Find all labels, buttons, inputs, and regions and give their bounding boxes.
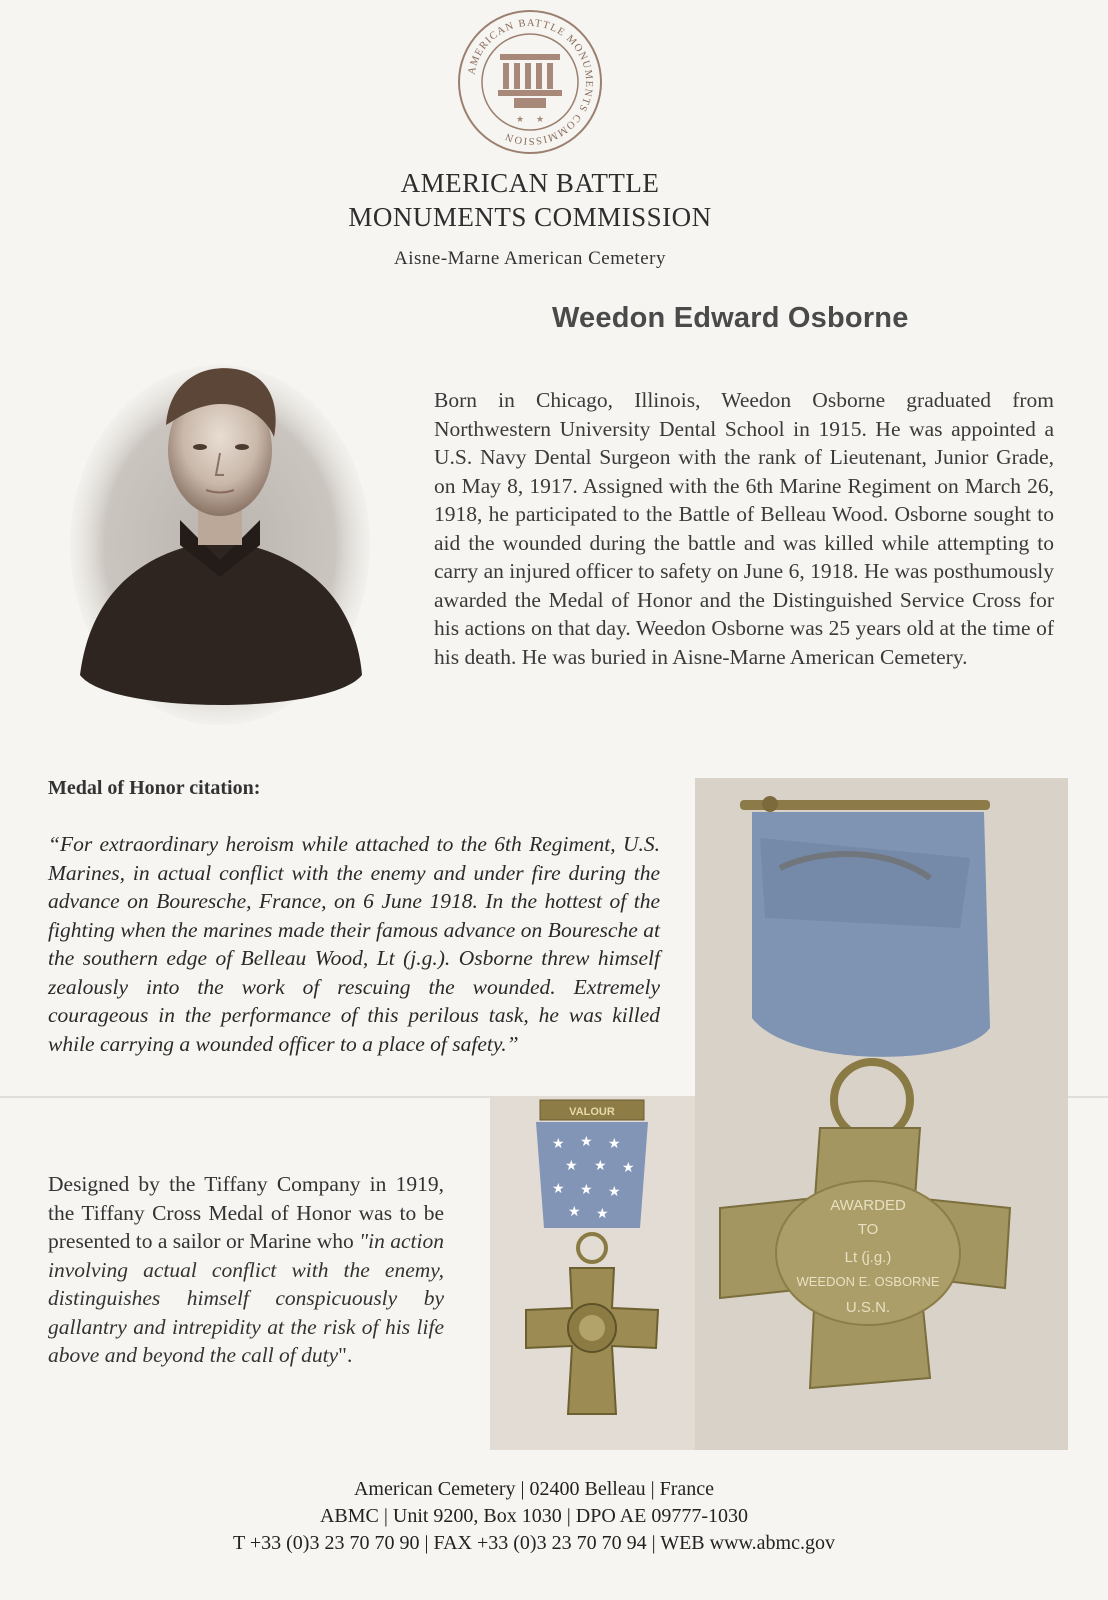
citation-heading: Medal of Honor citation: [48, 777, 261, 799]
organization-name-line-2: MONUMENTS COMMISSION [348, 202, 712, 232]
organization-name-line-1: AMERICAN BATTLE [400, 168, 660, 198]
svg-text:★: ★ [552, 1137, 565, 1152]
citation-text: “For extraordinary heroism while attached to the 6th Regiment, U.S. Marines, in actual conflict with the enemy and under fire during the advance on Bouresche, France, on 6 June 1918. In the hottest of the fighting when the marines made their famous advance on Bouresche at the southern edge of Belleau Wood, Lt (j.g.). Osborne threw himself zealously into the work of rescuing the wounded. Extremely courageous in the performance of this perilous task, he was killed while carrying a wounded officer to a place of safety.” [48, 832, 660, 1056]
engraving-line-5: U.S.N. [845, 1299, 891, 1316]
svg-text:★: ★ [608, 1137, 621, 1152]
tiffany-description [48, 1170, 444, 1370]
engraving-line-4: WEEDON E. OSBORNE [796, 1274, 940, 1289]
footer-contact-line: T +33 (0)3 23 70 70 90 | FAX +33 (0)3 23 70 70 94 | WEB www.abmc.gov [232, 1532, 835, 1554]
seal-ring-text: AMERICAN BATTLE MONUMENTS COMMISSION [466, 17, 595, 147]
svg-text:★: ★ [536, 114, 545, 124]
svg-text:★: ★ [596, 1207, 609, 1222]
medal-bar-text: VALOUR [569, 1106, 615, 1118]
svg-text:★: ★ [594, 1159, 607, 1174]
cemetery-name: Aisne-Marne American Cemetery [394, 248, 666, 269]
svg-text:★: ★ [516, 114, 525, 124]
svg-text:★: ★ [608, 1185, 621, 1200]
engraving-line-1: AWARDED [830, 1197, 906, 1214]
footer-address-line-1: American Cemetery | 02400 Belleau | France [353, 1478, 715, 1500]
svg-text:★: ★ [565, 1159, 578, 1174]
svg-text:★: ★ [552, 1182, 565, 1197]
portrait-photo [70, 345, 370, 725]
biography-paragraph: Born in Chicago, Illinois, Weedon Osborne graduated from Northwestern University Dental School in 1915. He was appointed a U.S. Navy Dental Surgeon with the rank of Lieutenant, Junior Grade, on May 8, 1917. Assigned with the 6th Marine Regiment on March 26, 1918, he participated to the Battle of Belleau Wood. Osborne sought to aid the wounded during the battle and was killed while attempting to carry an injured officer to safety on June 6, 1918. He was posthumously awarded the Medal of Honor and the Distinguished Service Cross for his actions on that day. Weedon Osborne was 25 years old at the time of his death. He was buried in Aisne-Marne American Cemetery. [434, 388, 1054, 669]
svg-text:★: ★ [580, 1135, 593, 1150]
engraving-line-3: Lt (j.g.) [844, 1249, 892, 1266]
person-name-heading: Weedon Edward Osborne [552, 302, 909, 334]
svg-text:★: ★ [580, 1183, 593, 1198]
svg-text:★: ★ [568, 1205, 581, 1220]
tiffany-quote: "in action involving actual conflict with the enemy, distinguishes himself conspicuously by gallantry and intrepidity at the risk of his life above and beyond the call of duty [48, 1229, 444, 1367]
engraving-line-2: TO [857, 1221, 879, 1238]
tiffany-lead: Designed by the Tiffany Company in 1919, the Tiffany Cross Medal of Honor was to be presented to a sailor or Marine who [48, 1172, 444, 1253]
medal-photo [490, 778, 1068, 1450]
footer-address-line-2: ABMC | Unit 9200, Box 1030 | DPO AE 09777-1030 [319, 1505, 749, 1527]
abmc-seal-logo [456, 8, 604, 156]
svg-text:★: ★ [622, 1161, 635, 1176]
tiffany-quote-end: ". [338, 1343, 353, 1367]
